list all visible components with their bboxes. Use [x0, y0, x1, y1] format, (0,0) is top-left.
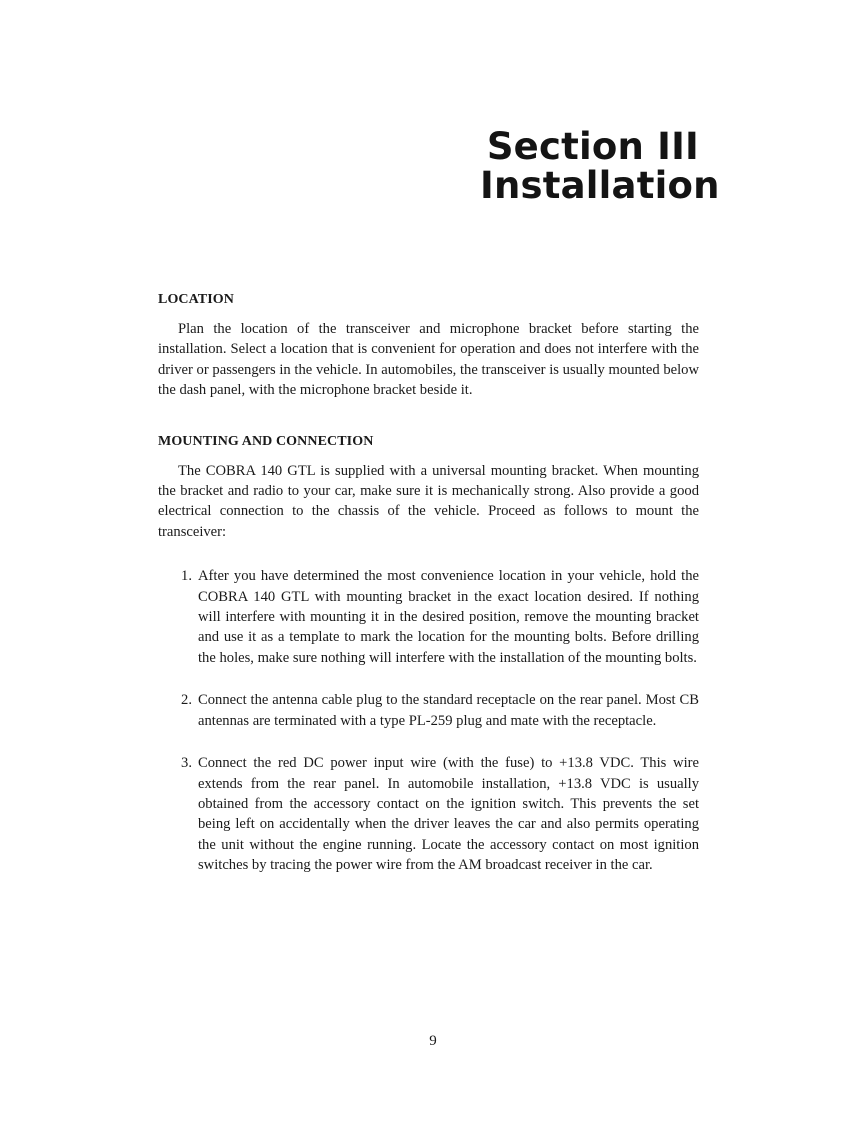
step-2 — [158, 690, 699, 731]
step-3 — [158, 753, 699, 875]
section-title-line-1: Section III — [486, 125, 699, 168]
step-number: 3. — [181, 755, 192, 772]
section-title — [480, 125, 720, 207]
installation-steps — [158, 566, 699, 875]
mounting-heading: MOUNTING AND CONNECTION — [158, 433, 374, 449]
step-1 — [158, 566, 699, 668]
step-text: Connect the antenna cable plug to the standard receptacle on the rear panel. Most CB antennas are terminated with a type PL-259 plug and mate with the receptacle. — [198, 692, 699, 729]
location-heading: LOCATION — [158, 292, 234, 307]
step-text: After you have determined the most convenience location in your vehicle, hold the COBRA 140 GTL with mounting bracket in the exact location desired. If nothing will interfere with mounting it in the desired position, remove the mounting bracket and use it as a template to mark the location for the mounting bolts. Before drilling the holes, make sure nothing will interfere with the installation of the mounting bolts. — [198, 568, 699, 666]
page-number: 9 — [429, 1033, 437, 1049]
page-content — [158, 291, 699, 898]
step-number: 2. — [181, 692, 192, 709]
step-number: 1. — [181, 568, 192, 585]
location-paragraph: Plan the location of the transceiver and microphone bracket before starting the installation. Select a location that is convenient for operation and does not interfere with the driver or passengers in the vehicle. In automobiles, the transceiver is usually mounted below the dash panel, with the microphone bracket beside it. — [158, 321, 699, 399]
step-text: Connect the red DC power input wire (with the fuse) to +13.8 VDC. This wire extends from the rear panel. In automobile installation, +13.8 VDC is usually obtained from the accessory contact on the ignition switch. This prevents the set being left on accidentally when the driver leaves the car and also permits operating the unit without the engine running. Locate the accessory contact on most ignition switches by tracing the power wire from the AM broadcast receiver in the car. — [198, 755, 699, 874]
mounting-paragraph: The COBRA 140 GTL is supplied with a universal mounting bracket. When mounting the bracket and radio to your car, make sure it is mechanically strong. Also provide a good electrical connection to the chassis of the vehicle. Proceed as follows to mount the transceiver: — [158, 462, 699, 540]
section-title-line-2: Installation — [480, 164, 720, 207]
